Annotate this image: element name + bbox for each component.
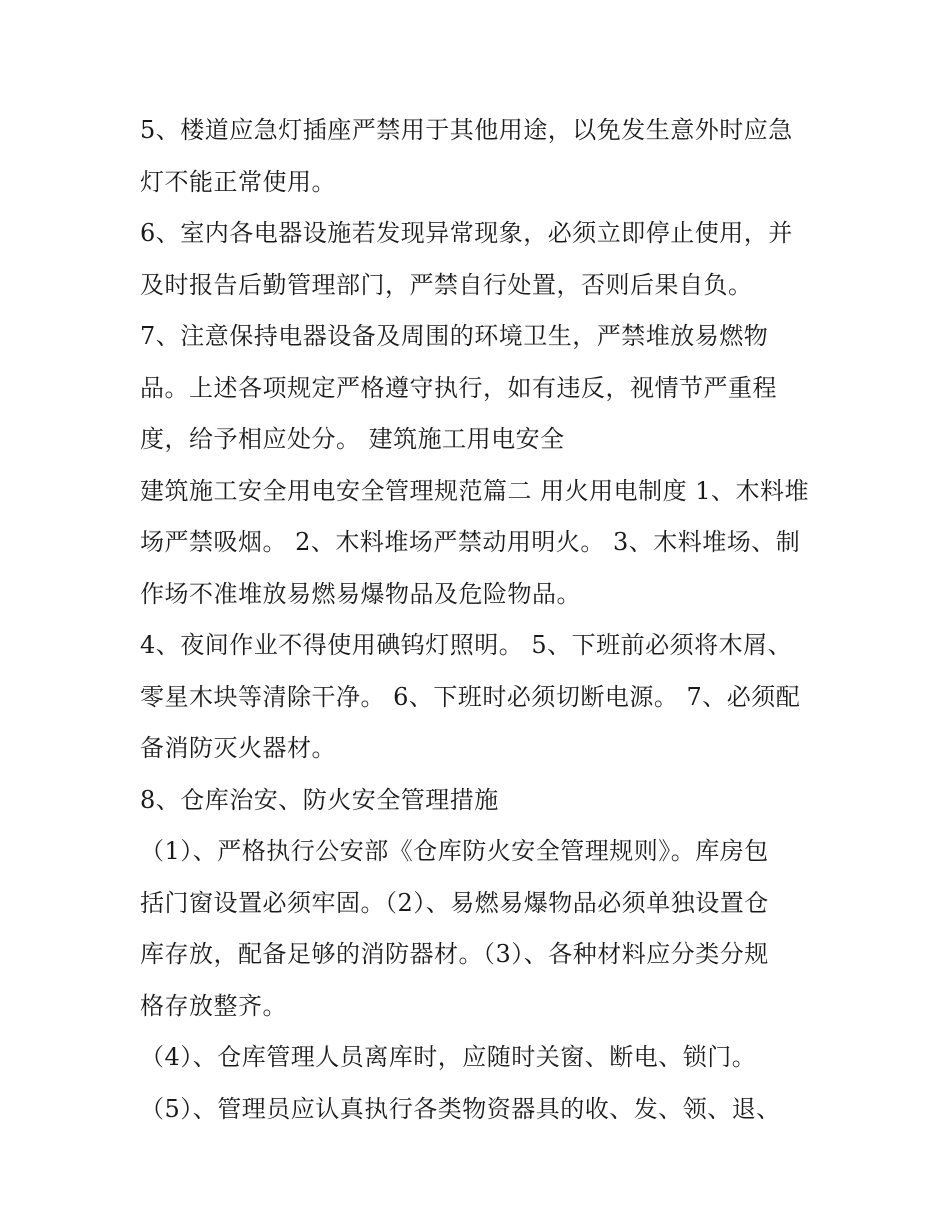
text-line: 作场不准堆放易燃易爆物品及危险物品。	[140, 579, 581, 608]
text-line: 建筑施工安全用电安全管理规范篇二 用火用电制度 1、木料堆	[140, 476, 810, 505]
text-line: 库存放，配备足够的消防器材。（3）、各种材料应分类分规	[140, 940, 769, 968]
text-line: 场严禁吸烟。 2、木料堆场严禁动用明火。 3、木料堆场、制	[140, 528, 801, 556]
document-body	[140, 105, 820, 1135]
text-line: 4、夜间作业不得使用碘钨灯照明。 5、下班前必须将木屑、	[140, 631, 793, 659]
text-line: （5）、管理员应认真执行各类物资器具的收、发、领、退、	[140, 1094, 781, 1123]
text-line: 灯不能正常使用。	[140, 167, 336, 196]
text-line: （4）、仓库管理人员离库时，应随时关窗、断电、锁门。	[140, 1043, 757, 1071]
text-line: 及时报告后勤管理部门，严禁自行处置，否则后果自负。	[140, 270, 753, 299]
text-line: 5、楼道应急灯插座严禁用于其他用途，以免发生意外时应急	[140, 116, 793, 144]
text-line: （1）、严格执行公安部《仓库防火安全管理规则》。库房包	[140, 837, 769, 865]
text-line: 零星木块等清除干净。 6、下班时必须切断电源。 7、必须配	[140, 682, 801, 711]
text-line: 度，给予相应处分。 建筑施工用电安全	[140, 425, 565, 453]
text-line: 8、仓库治安、防火安全管理措施	[140, 785, 499, 814]
text-line: 格存放整齐。	[140, 991, 287, 1020]
text-line: 7、注意保持电器设备及周围的环境卫生，严禁堆放易燃物	[140, 322, 769, 350]
text-line: 括门窗设置必须牢固。（2）、易燃易爆物品必须单独设置仓	[140, 888, 769, 917]
text-line: 品。上述各项规定严格遵守执行，如有违反，视情节严重程	[140, 373, 777, 402]
text-line: 备消防灭火器材。	[140, 734, 336, 762]
text-line: 6、室内各电器设施若发现异常现象，必须立即停止使用，并	[140, 219, 793, 247]
